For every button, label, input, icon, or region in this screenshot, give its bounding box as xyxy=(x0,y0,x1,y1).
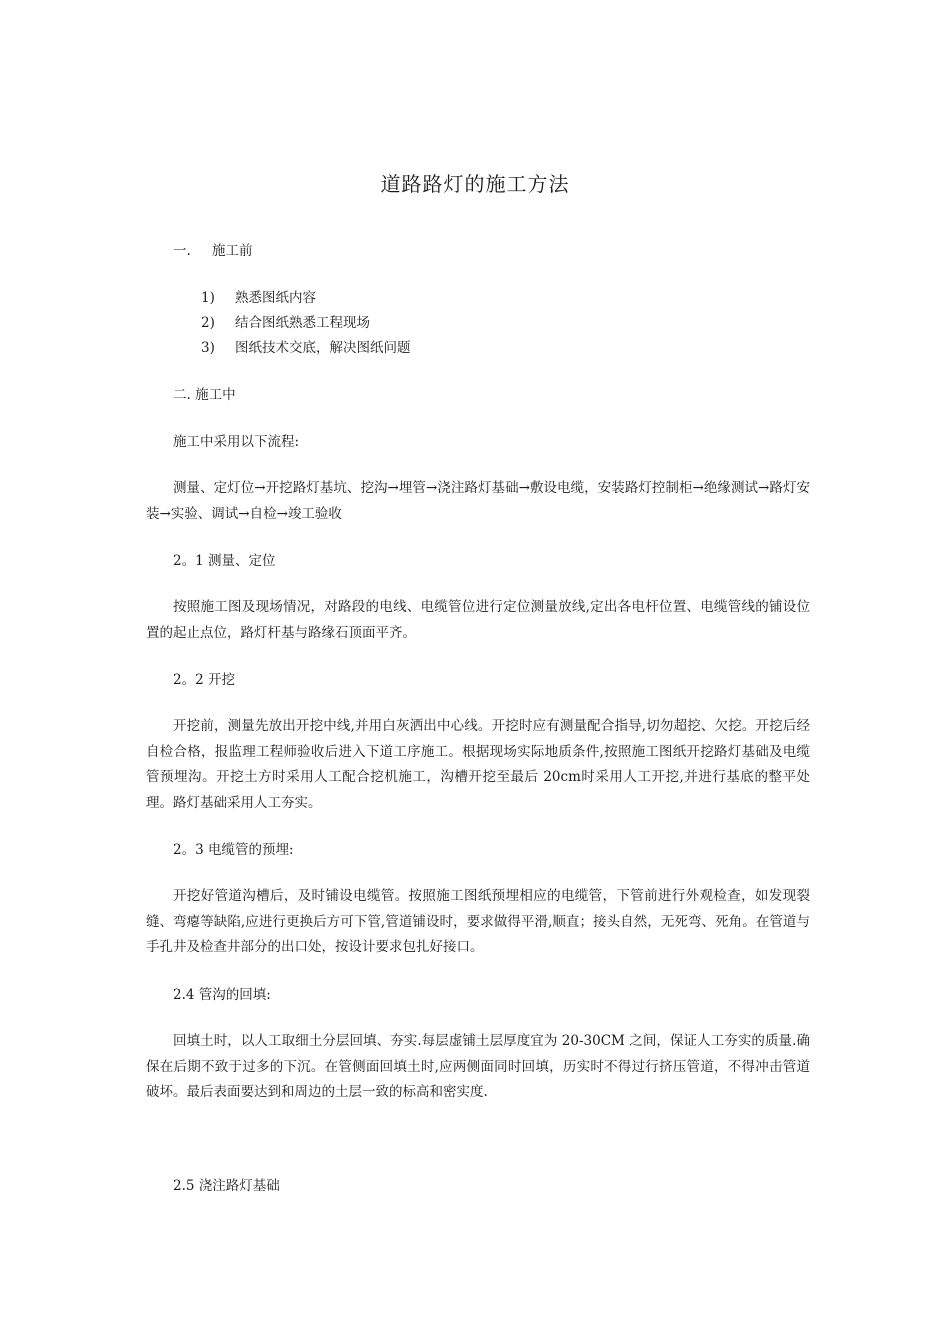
process-flow-paragraph: 测量、定灯位→开挖路灯基坑、挖沟→埋管→浇注路灯基础→敷设电缆，安装路灯控制柜→绝缘测试→路灯安装→实验、调试→自检→竣工验收 xyxy=(146,480,810,522)
subsection-heading-2-2: 2。2 开挖 xyxy=(173,672,235,688)
subsection-body-2-3: 开挖好管道沟槽后，及时铺设电缆管。按照施工图纸预埋相应的电缆管，下管前进行外观检查，如发现裂缝、弯瘪等缺陷,应进行更换后方可下管,管道铺设时，要求做得平滑,顺直；接头自然，无死弯、死角。在管道与手孔井及检查井部分的出口处，按设计要求包扎好接口。 xyxy=(146,888,810,955)
list-item-text: 熟悉图纸内容 xyxy=(235,290,316,306)
section1-heading-number: 一. xyxy=(173,243,191,259)
section2-heading: 二. 施工中 xyxy=(173,387,236,403)
subsection-heading-2-4: 2.4 管沟的回填: xyxy=(173,987,271,1003)
list-item-text: 图纸技术交底，解决图纸问题 xyxy=(235,340,411,356)
section2-intro: 施工中采用以下流程: xyxy=(173,434,300,450)
list-item-number: 3) xyxy=(201,340,215,356)
subsection-heading-2-5: 2.5 浇注路灯基础 xyxy=(173,1178,280,1194)
subsection-heading-2-1: 2。1 测量、定位 xyxy=(173,553,276,569)
subsection-body-2-1: 按照施工图及现场情况，对路段的电线、电缆管位进行定位测量放线,定出各电杆位置、电缆管线的铺设位置的起止点位，路灯杆基与路缘石顶面平齐。 xyxy=(146,599,810,641)
subsection-body-2-4: 回填土时，以人工取细土分层回填、夯实.每层虚铺土层厚度宜为 20-30CM 之间，保证人工夯实的质量.确保在后期不致于过多的下沉。在管侧面回填土时,应两侧面同时回填，历实时不得过行挤压管道，不得冲击管道破坏。最后表面要达到和周边的土层一致的标高和密实度. xyxy=(146,1033,810,1100)
section1-heading xyxy=(173,242,253,260)
list-item xyxy=(201,314,370,332)
subsection-body-2-2: 开挖前，测量先放出开挖中线,并用白灰洒出中心线。开挖时应有测量配合指导,切勿超挖、欠挖。开挖后经自检合格，报监理工程师验收后进入下道工序施工。根据现场实际地质条件,按照施工图纸开挖路灯基础及电缆管预埋沟。开挖土方时采用人工配合挖机施工，沟槽开挖至最后 20cm时采用人工开挖,并进行基底的整平处理。路灯基础采用人工夯实。 xyxy=(146,718,810,811)
list-item xyxy=(201,339,411,357)
list-item-number: 2) xyxy=(201,315,215,331)
document-title: 道路路灯的施工方法 xyxy=(380,172,570,196)
list-item xyxy=(201,289,316,307)
subsection-heading-2-3: 2。3 电缆管的预埋: xyxy=(173,842,294,858)
section1-heading-text: 施工前 xyxy=(212,243,253,259)
list-item-number: 1) xyxy=(201,290,215,306)
list-item-text: 结合图纸熟悉工程现场 xyxy=(235,315,370,331)
